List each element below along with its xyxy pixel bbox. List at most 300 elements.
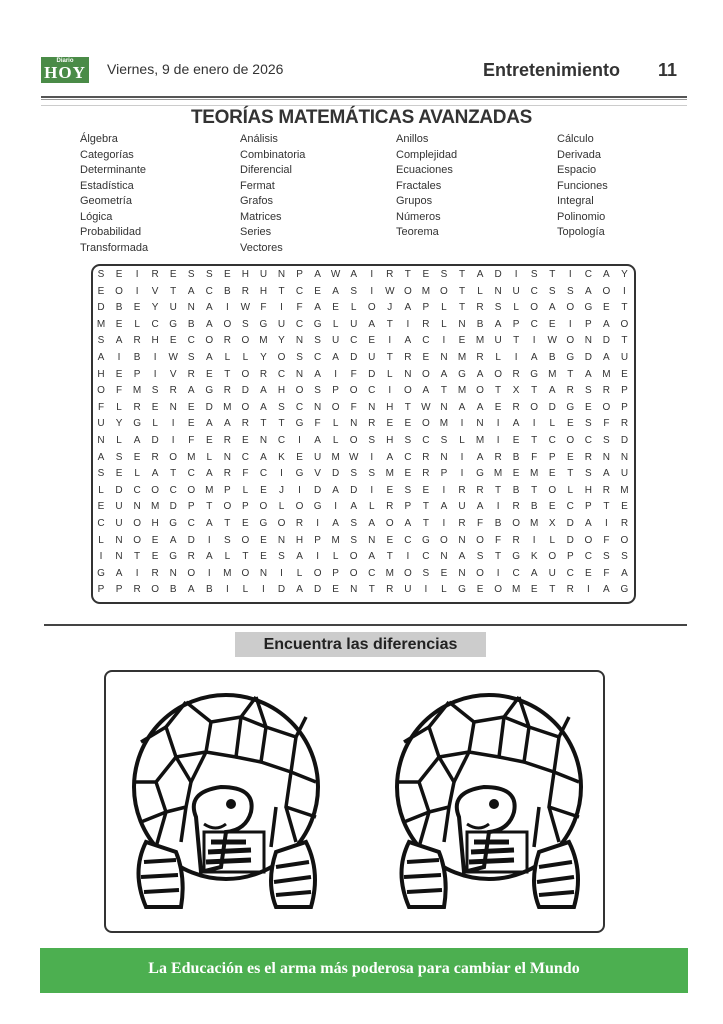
grid-letter: O [259,501,268,513]
grid-letter: P [585,501,592,513]
grid-letter: W [330,269,341,280]
header-divider-thin [41,99,687,100]
grid-letter: H [295,534,304,546]
grid-letter: O [620,534,629,546]
grid-letter: N [368,534,376,546]
grid-letter: O [385,518,394,529]
grid-letter: I [280,567,283,579]
grid-letter: U [169,302,177,314]
grid-letter: A [224,418,231,430]
grid-letter: C [97,518,105,529]
grid-letter: C [584,551,592,563]
grid-letter: M [259,335,268,347]
grid-letter: L [477,285,483,297]
grid-letter: F [314,418,321,430]
grid-letter: A [458,551,466,563]
grid-letter: U [115,518,123,529]
grid-letter: P [332,385,339,397]
word-list-item: Derivada [557,148,602,161]
grid-letter: S [368,468,376,480]
grid-letter: A [260,385,267,397]
grid-letter: E [422,352,430,363]
grid-letter: E [404,468,412,480]
grid-letter: P [133,368,141,380]
grid-letter: O [620,318,629,330]
grid-letter: T [422,518,429,529]
grid-letter: T [386,318,393,330]
grid-letter: E [260,484,267,496]
grid-letter: S [494,302,502,314]
grid-letter: A [476,451,484,463]
grid-letter: I [298,435,301,446]
grid-letter: M [150,501,160,513]
grid-letter: E [512,468,520,480]
grid-letter: I [514,269,518,280]
grid-letter: U [620,468,629,480]
grid-letter: A [260,401,267,413]
grid-letter: E [621,368,628,380]
grid-letter: I [135,285,139,297]
grid-letter: N [187,302,195,314]
grid-letter: S [97,468,105,480]
grid-letter: V [314,468,321,480]
grid-letter: N [494,285,502,297]
grid-letter: H [277,385,286,397]
grid-letter: I [442,335,446,347]
grid-letter: G [566,401,575,413]
grid-letter: I [496,567,500,579]
grid-letter: A [205,518,213,529]
grid-letter: N [169,567,177,579]
grid-letter: O [349,435,358,446]
grid-letter: C [205,285,213,297]
grid-letter: P [621,401,628,413]
grid-letter: U [512,285,520,297]
grid-letter: A [115,335,123,347]
grid-letter: U [404,584,412,596]
grid-letter: Y [260,352,267,363]
grid-letter: E [242,435,249,446]
grid-letter: T [386,551,393,563]
grid-letter: C [187,468,195,480]
grid-letter: R [476,352,484,363]
grid-letter: O [403,567,412,579]
grid-letter: S [278,551,285,563]
grid-letter: M [187,451,196,463]
grid-letter: V [151,285,159,297]
grid-letter: D [368,368,376,380]
grid-letter: O [115,285,123,297]
grid-letter: T [458,269,466,280]
grid-letter: E [621,501,628,513]
grid-letter: I [623,285,626,297]
grid-letter: I [514,352,518,363]
grid-letter: E [512,435,520,446]
grid-letter: O [349,567,358,579]
grid-letter: F [603,534,610,546]
grid-letter: D [169,501,177,513]
grid-letter: C [133,484,141,496]
grid-letter: O [476,385,484,397]
grid-letter: C [187,518,195,529]
grid-letter: U [620,352,629,363]
word-list-item: Fractales [396,179,442,192]
grid-letter: U [259,269,268,280]
grid-letter: C [530,285,538,297]
grid-letter: O [440,534,448,546]
grid-letter: O [512,518,521,529]
grid-letter: M [602,368,611,380]
grid-letter: G [620,584,629,596]
grid-letter: E [133,451,141,463]
grid-letter: A [296,551,303,563]
grid-letter: H [584,484,592,496]
grid-letter: B [187,318,195,330]
grid-letter: E [458,335,466,347]
grid-letter: E [260,551,267,563]
grid-letter: E [115,468,123,480]
grid-letter: F [350,368,357,380]
grid-letter: T [278,285,285,297]
grid-letter: T [495,385,502,397]
grid-letter: L [332,551,339,563]
word-list-item: Geometría [80,195,132,207]
grid-letter: T [603,501,610,513]
grid-letter: T [458,285,466,297]
grid-letter: P [404,501,412,513]
grid-letter: O [151,484,160,496]
grid-letter: O [97,385,105,397]
grid-letter: I [586,584,590,596]
word-list-item: Determinante [80,164,147,176]
grid-letter: O [530,302,539,314]
grid-letter: T [531,385,538,397]
word-list-item: Topología [557,226,605,238]
grid-letter: T [513,335,520,347]
grid-letter: P [97,584,105,596]
grid-letter: T [621,302,628,314]
grid-letter: A [368,318,376,330]
grid-letter: U [115,501,123,513]
word-list-item: Cálculo [557,133,594,145]
grid-letter: N [169,401,177,413]
grid-letter: R [494,451,502,463]
grid-letter: T [260,418,267,430]
word-list-item: Transformada [80,241,149,254]
grid-letter: G [169,318,178,330]
grid-letter: N [602,451,610,463]
grid-letter: E [386,418,394,430]
word-list-item: Ecuaciones [396,164,453,176]
grid-letter: O [476,567,484,579]
grid-letter: S [278,401,285,413]
grid-letter: L [98,534,104,546]
grid-letter: O [313,567,322,579]
grid-letter: T [224,518,231,529]
grid-letter: M [530,468,539,480]
issue-date: Viernes, 9 de enero de 2026 [107,61,284,77]
grid-letter: E [151,534,159,546]
grid-letter: I [153,352,157,363]
grid-letter: I [171,418,175,430]
grid-letter: G [133,418,141,430]
grid-letter: R [187,368,195,380]
grid-letter: I [388,335,392,347]
grid-letter: A [187,584,195,596]
grid-letter: E [332,584,339,596]
grid-letter: W [240,302,251,314]
grid-letter: C [422,335,430,347]
grid-letter: S [404,484,412,496]
grid-letter: W [168,352,178,363]
grid-letter: R [295,518,304,529]
grid-letter: P [440,468,448,480]
grid-letter: R [151,567,159,579]
grid-letter: R [133,584,141,596]
grid-letter: C [295,401,304,413]
grid-letter: A [314,269,321,280]
grid-letter: G [205,385,214,397]
grid-letter: I [316,551,319,563]
grid-letter: F [296,302,303,314]
grid-letter: F [350,401,357,413]
grid-letter: A [205,318,213,330]
grid-letter: E [314,285,321,297]
grid-letter: S [187,352,195,363]
grid-letter: N [458,318,466,330]
grid-letter: C [404,534,412,546]
grid-letter: E [115,368,123,380]
grid-letter: L [332,418,339,430]
grid-letter: R [422,468,430,480]
grid-letter: R [133,401,141,413]
grid-letter: S [97,269,105,280]
grid-letter: N [620,451,629,463]
grid-letter: J [387,302,393,314]
grid-letter: P [115,584,123,596]
grid-letter: G [476,468,484,480]
grid-letter: E [260,534,267,546]
grid-letter: I [442,518,446,529]
grid-letter: O [295,501,304,513]
grid-letter: B [205,584,213,596]
grid-letter: B [512,451,520,463]
grid-letter: M [548,368,557,380]
grid-letter: A [332,484,339,496]
word-list-item: Matrices [240,210,282,223]
grid-letter: L [278,501,285,513]
grid-letter: O [133,534,141,546]
grid-letter: M [493,468,503,480]
grid-letter: L [368,501,375,513]
grid-letter: W [385,285,395,297]
grid-letter: C [151,318,159,330]
grid-letter: U [332,335,340,347]
grid-letter: O [494,368,502,380]
word-list-item: Integral [557,195,594,207]
grid-letter: O [494,584,502,596]
grid-letter: S [224,534,231,546]
grid-letter: L [224,551,231,563]
grid-letter: C [368,385,376,397]
grid-letter: H [151,335,159,347]
grid-letter: N [440,401,448,413]
grid-letter: O [367,302,376,314]
grid-letter: G [295,418,304,430]
grid-letter: M [457,385,467,397]
grid-letter: N [277,269,286,280]
grid-letter: C [530,318,538,330]
grid-letter: A [187,385,195,397]
grid-letter: N [350,584,358,596]
grid-letter: P [512,318,520,330]
grid-letter: C [241,451,249,463]
footer-banner: La Educación es el arma más poderosa para cambiar el Mundo [40,948,688,993]
grid-letter: A [512,418,520,430]
grid-letter: I [532,534,536,546]
word-list-item: Fermat [240,179,275,192]
grid-letter: E [242,518,249,529]
grid-letter: N [223,451,231,463]
grid-letter: S [115,451,123,463]
header-divider [41,96,687,98]
grid-letter: L [441,302,447,314]
grid-letter: I [280,468,283,480]
grid-letter: C [584,269,592,280]
grid-letter: T [242,551,249,563]
grid-letter: C [295,285,304,297]
grid-letter: R [133,335,141,347]
grid-letter: A [314,435,321,446]
grid-letter: R [512,501,520,513]
grid-letter: M [96,318,106,330]
grid-letter: E [169,269,177,280]
grid-letter: S [296,352,303,363]
grid-letter: H [241,269,249,280]
grid-letter: R [458,484,466,496]
grid-letter: N [295,368,304,380]
grid-letter: I [442,484,446,496]
grid-letter: T [278,418,285,430]
word-list-item: Combinatoria [240,148,306,161]
grid-letter: T [134,551,141,563]
grid-letter: O [133,518,141,529]
word-list-item: Números [396,210,441,223]
grid-letter: E [422,484,430,496]
grid-letter: E [404,418,412,430]
grid-letter: D [350,352,358,363]
grid-letter: B [115,302,123,314]
grid-letter: N [458,534,466,546]
grid-letter: E [566,418,574,430]
grid-letter: K [530,551,538,563]
grid-letter: S [350,518,358,529]
grid-letter: L [242,484,249,496]
grid-letter: A [205,352,213,363]
word-list-item: Anillos [396,133,429,145]
grid-letter: D [584,352,592,363]
grid-letter: F [260,302,267,314]
grid-letter: O [440,285,448,297]
grid-letter: R [187,551,195,563]
grid-letter: O [277,518,286,529]
grid-letter: E [151,401,159,413]
grid-letter: A [476,401,484,413]
grid-letter: R [223,435,231,446]
logo-big-text: HOY [44,63,86,82]
grid-letter: N [350,418,358,430]
grid-letter: G [566,352,575,363]
grid-letter: A [350,501,358,513]
grid-letter: O [403,385,412,397]
grid-letter: O [548,551,557,563]
grid-letter: N [295,335,304,347]
grid-letter: I [460,451,464,463]
grid-letter: P [224,484,231,496]
grid-letter: A [205,302,213,314]
grid-letter: E [169,335,177,347]
grid-letter: A [260,451,267,463]
grid-letter: M [223,401,232,413]
grid-letter: A [368,551,376,563]
grid-letter: I [334,368,338,380]
grid-letter: I [225,302,229,314]
grid-letter: D [602,335,610,347]
grid-letter: G [422,534,430,546]
turtle-right [397,695,581,907]
wordsearch-grid [91,264,636,604]
grid-letter: N [476,418,484,430]
grid-letter: N [313,401,322,413]
grid-letter: U [368,352,376,363]
grid-letter: M [223,567,232,579]
grid-letter: C [169,484,177,496]
grid-letter: I [460,468,464,480]
word-list-item: Estadística [80,179,134,192]
grid-letter: R [476,302,484,314]
grid-letter: S [97,335,105,347]
grid-letter: A [350,269,358,280]
grid-letter: R [620,418,629,430]
grid-letter: S [585,468,592,480]
word-list-item: Grafos [240,195,274,207]
grid-letter: E [332,302,339,314]
grid-letter: L [332,435,339,446]
grid-letter: O [151,584,160,596]
grid-letter: A [187,285,195,297]
grid-letter: U [548,567,556,579]
grid-letter: L [224,352,231,363]
grid-letter: S [530,269,538,280]
grid-letter: L [206,451,213,463]
grid-letter: R [584,451,592,463]
grid-letter: E [585,401,592,413]
grid-letter: A [97,451,105,463]
grid-letter: I [568,269,572,280]
grid-letter: O [403,285,412,297]
grid-letter: D [115,484,123,496]
grid-letter: T [549,269,556,280]
grid-letter: S [603,435,610,446]
grid-letter: T [440,385,447,397]
grid-letter: T [567,468,574,480]
grid-letter: M [385,567,394,579]
grid-letter: R [223,385,231,397]
grid-letter: O [530,401,539,413]
grid-letter: N [259,435,268,446]
grid-letter: A [133,435,141,446]
grid-letter: O [422,418,430,430]
